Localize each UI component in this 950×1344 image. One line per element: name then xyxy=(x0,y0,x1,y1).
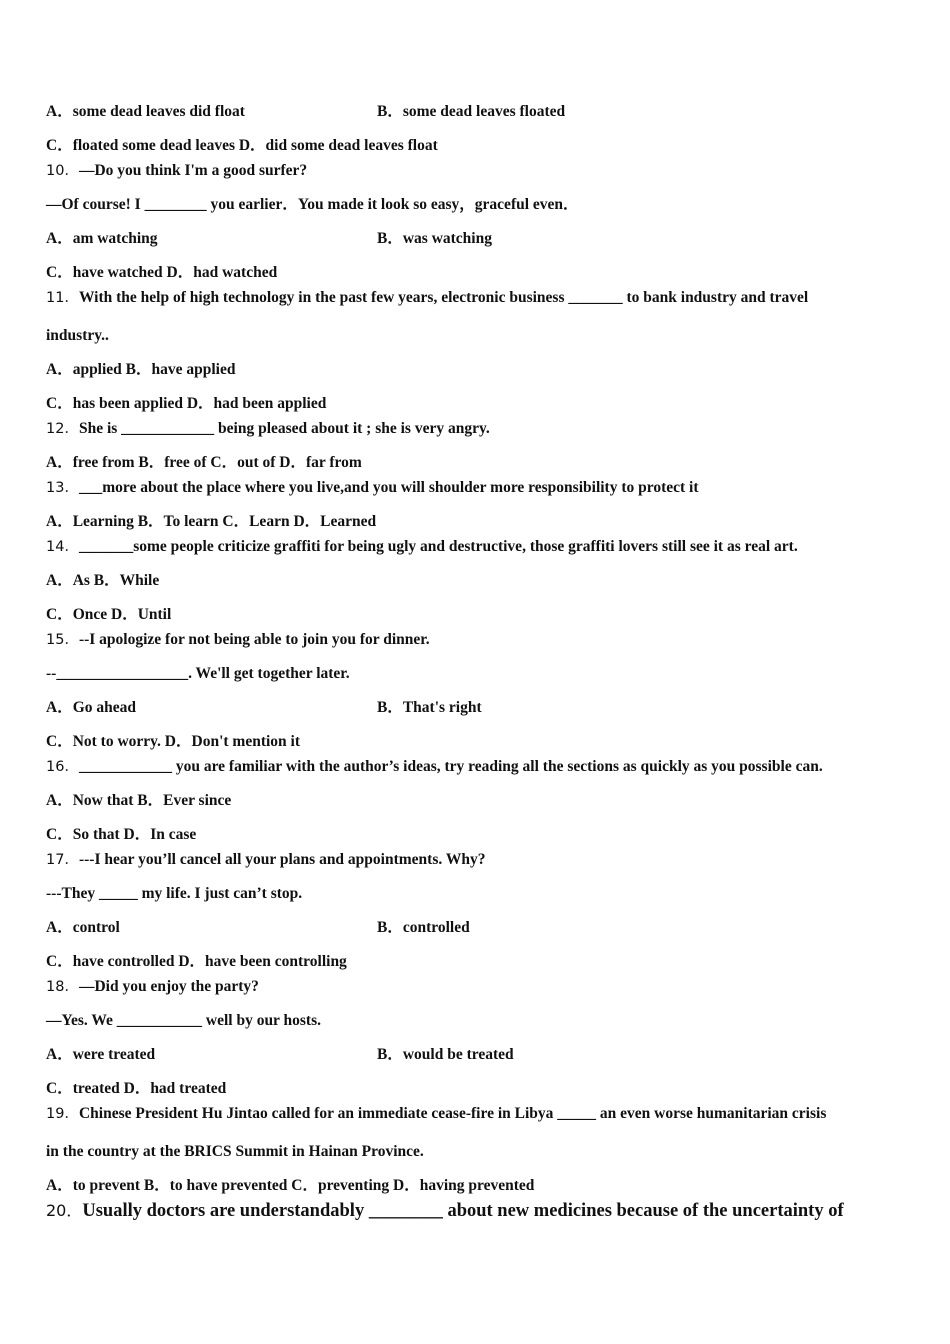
q19-options: A．to prevent B．to have prevented C．preventing D．having prevented xyxy=(46,1177,535,1194)
q17-reply: ---They _____ my life. I just can’t stop. xyxy=(46,885,303,902)
q16-options-cd: C．So that D．In case xyxy=(46,826,197,843)
q14-stem: 14．_______some people criticize graffiti for being ugly and destructive, those graffiti lovers still see it as real art. xyxy=(46,538,798,555)
q14-options-cd: C．Once D．Until xyxy=(46,606,172,623)
q11-options-cd: C．has been applied D．had been applied xyxy=(46,395,327,412)
q10-reply: —Of course! I ________ you earlier．You made it look so easy，graceful even． xyxy=(46,196,579,213)
q18-reply: —Yes. We ___________ well by our hosts. xyxy=(46,1012,322,1029)
q18-option-b: B．would be treated xyxy=(377,1046,514,1063)
q15-option-b: B．That's right xyxy=(377,699,482,716)
q10-option-a: A．am watching B．was watching xyxy=(46,230,492,247)
q17-options-cd: C．have controlled D．have been controlling xyxy=(46,953,347,970)
q13-stem: 13．___more about the place where you live,and you will shoulder more responsibility to protect it xyxy=(46,479,699,496)
q14-options-ab: A．As B．While xyxy=(46,572,160,589)
q15-option-a: A．Go ahead B．That's right xyxy=(46,699,482,716)
q19-stem: 19．Chinese President Hu Jintao called for an immediate cease-fire in Libya _____ an even worse humanitarian crisis xyxy=(46,1105,827,1122)
q13-options: A．Learning B．To learn C．Learn D．Learned xyxy=(46,513,377,530)
q18-option-a: A．were treated B．would be treated xyxy=(46,1046,514,1063)
q12-stem: 12．She is ____________ being pleased about it ; she is very angry. xyxy=(46,420,490,437)
q12-options: A．free from B．free of C．out of D．far from xyxy=(46,454,362,471)
q11-options-ab: A．applied B．have applied xyxy=(46,361,236,378)
q18-stem: 18．—Did you enjoy the party? xyxy=(46,978,259,995)
q20-stem: 20．Usually doctors are understandably ________ about new medicines because of the uncertainty of xyxy=(46,1201,844,1221)
q9-option-b: B．some dead leaves floated xyxy=(377,103,566,120)
q15-options-cd: C．Not to worry. D．Don't mention it xyxy=(46,733,301,750)
q17-option-b: B．controlled xyxy=(377,919,470,936)
q15-stem: 15．--I apologize for not being able to join you for dinner. xyxy=(46,631,430,648)
q16-stem: 16．____________ you are familiar with the author’s ideas, try reading all the sections as quickly as you possible can. xyxy=(46,758,823,775)
q11-stem-cont: industry.. xyxy=(46,327,109,344)
q10-stem: 10．—Do you think I'm a good surfer? xyxy=(46,162,308,179)
q11-stem: 11．With the help of high technology in the past few years, electronic business _______ to bank industry and travel xyxy=(46,289,809,306)
q17-stem: 17．---I hear you’ll cancel all your plans and appointments. Why? xyxy=(46,851,486,868)
q16-options-ab: A．Now that B．Ever since xyxy=(46,792,232,809)
q10-option-b: B．was watching xyxy=(377,230,492,247)
q9-option-a: A．some dead leaves did float B．some dead leaves floated xyxy=(46,103,566,120)
q9-options-cd: C．floated some dead leaves D．did some dead leaves float xyxy=(46,137,438,154)
q17-option-a: A．control B．controlled xyxy=(46,919,470,936)
q18-options-cd: C．treated D．had treated xyxy=(46,1080,227,1097)
q15-reply: --_________________. We'll get together later. xyxy=(46,665,350,682)
q19-stem-cont: in the country at the BRICS Summit in Hainan Province. xyxy=(46,1143,424,1160)
q10-options-cd: C．have watched D．had watched xyxy=(46,264,278,281)
